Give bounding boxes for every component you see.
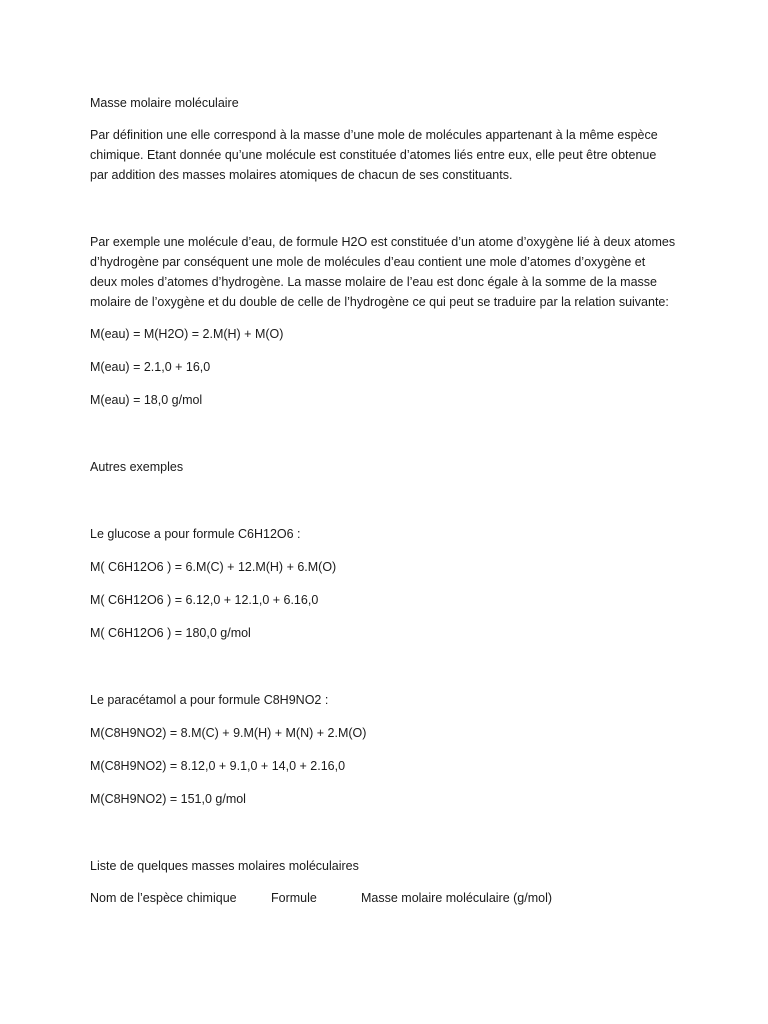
glucose-equation: M( C6H12O6 ) = 6.M(C) + 12.M(H) + 6.M(O) [90, 560, 337, 574]
example-line: d’hydrogène par conséquent une mole de molécules d’eau contient une mole d’atomes d’oxygène et [90, 255, 646, 269]
intro-line: Par définition une elle correspond à la masse d’une mole de molécules appartenant à la même espèce [90, 128, 658, 142]
example-paragraph [90, 232, 690, 312]
glucose-intro: Le glucose a pour formule C6H12O6 : [90, 527, 301, 541]
glucose-equation: M( C6H12O6 ) = 6.12,0 + 12.1,0 + 6.16,0 [90, 593, 319, 607]
table-header-row [90, 888, 690, 908]
glucose-result: M( C6H12O6 ) = 180,0 g/mol [90, 626, 251, 640]
paracetamol-result: M(C8H9NO2) = 151,0 g/mol [90, 792, 246, 806]
page-title: Masse molaire moléculaire [90, 96, 239, 110]
water-equation: M(eau) = 2.1,0 + 16,0 [90, 360, 211, 374]
intro-line: chimique. Etant donnée qu’une molécule est constituée d’atomes liés entre eux, elle peut être obtenue [90, 148, 657, 162]
list-heading: Liste de quelques masses molaires moléculaires [90, 859, 359, 873]
water-equation: M(eau) = M(H2O) = 2.M(H) + M(O) [90, 327, 284, 341]
table-header-molar-mass: Masse molaire moléculaire (g/mol) [361, 891, 553, 905]
example-line: Par exemple une molécule d’eau, de formule H2O est constituée d’un atome d’oxygène lié à deux atomes [90, 235, 676, 249]
table-header-name: Nom de l’espèce chimique [90, 891, 237, 905]
paracetamol-intro: Le paracétamol a pour formule C8H9NO2 : [90, 693, 329, 707]
water-result: M(eau) = 18,0 g/mol [90, 393, 203, 407]
paracetamol-equation: M(C8H9NO2) = 8.12,0 + 9.1,0 + 14,0 + 2.16,0 [90, 759, 346, 773]
intro-line: par addition des masses molaires atomiques de chacun de ses constituants. [90, 168, 513, 182]
section-heading: Autres exemples [90, 460, 184, 474]
table-header-formula: Formule [271, 891, 317, 905]
example-line: molaire de l’oxygène et du double de celle de l’hydrogène ce qui peut se traduire par la relation suivante: [90, 295, 669, 309]
example-line: deux moles d’atomes d’hydrogène. La masse molaire de l’eau est donc égale à la somme de la masse [90, 275, 657, 289]
paracetamol-equation: M(C8H9NO2) = 8.M(C) + 9.M(H) + M(N) + 2.M(O) [90, 726, 367, 740]
document-page [90, 90, 690, 908]
intro-paragraph [90, 125, 690, 185]
